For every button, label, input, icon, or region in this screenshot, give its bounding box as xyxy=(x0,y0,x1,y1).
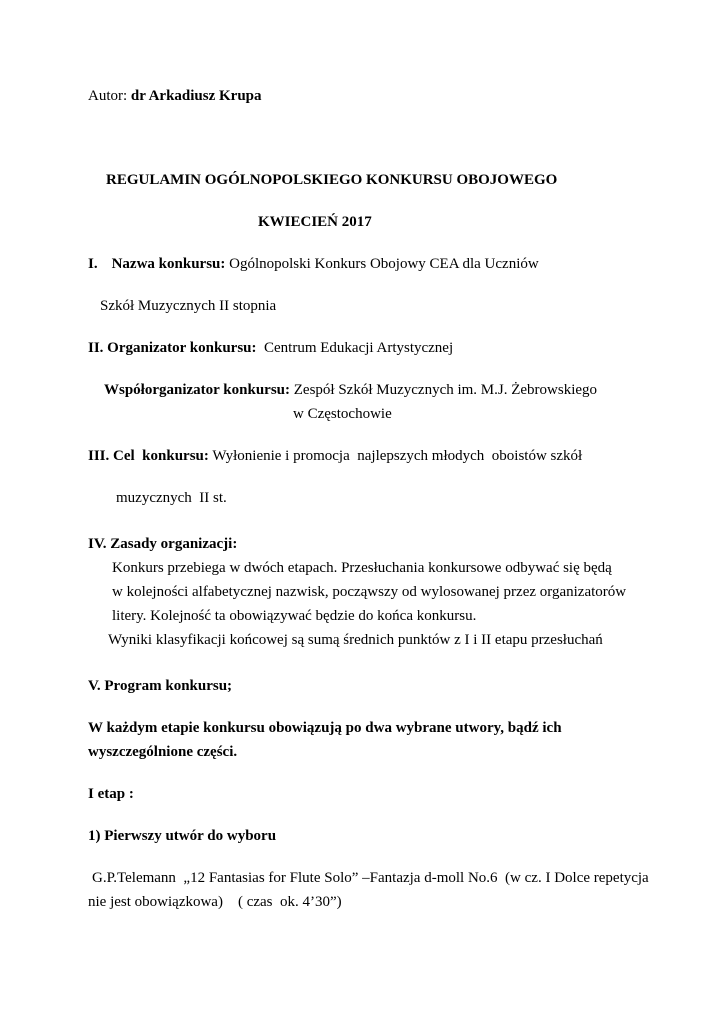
co-organizer-label: Współorganizator konkursu: xyxy=(104,382,291,398)
section-2-heading xyxy=(88,339,453,357)
stage-1-item-1-text: G.P.Telemann „12 Fantasias for Flute Solo” –Fantazja d-moll No.6 (w cz. I Dolce repetycja xyxy=(92,870,649,886)
section-1-text-cont: Szkół Muzycznych II stopnia xyxy=(100,298,277,314)
section-4-line: Konkurs przebiega w dwóch etapach. Przesłuchania konkursowe odbywać się będą xyxy=(112,560,612,576)
document-date: KWIECIEŃ 2017 xyxy=(258,214,372,230)
section-4-line: litery. Kolejność ta obowiązywać będzie do końca konkursu. xyxy=(112,608,477,624)
section-3-text-cont: muzycznych II st. xyxy=(116,490,227,506)
section-1-label: Nazwa konkursu: xyxy=(111,256,226,272)
co-organizer-text: Zespół Szkół Muzycznych im. M.J. Żebrowskiego xyxy=(290,382,598,398)
section-4-heading: IV. Zasady organizacji: xyxy=(88,536,238,552)
section-3-text: Wyłonienie i promocja najlepszych młodych oboistów szkół xyxy=(208,448,583,464)
section-2-text: Centrum Edukacji Artystycznej xyxy=(256,340,454,356)
author-label: Autor: xyxy=(88,88,131,104)
section-3-label: III. Cel konkursu: xyxy=(88,448,209,464)
section-1-heading xyxy=(88,255,539,273)
stage-1-heading: I etap : xyxy=(88,786,134,802)
section-3-heading xyxy=(88,447,582,465)
document-title: REGULAMIN OGÓLNOPOLSKIEGO KONKURSU OBOJOWEGO xyxy=(106,172,558,188)
stage-1-item-1-heading: 1) Pierwszy utwór do wyboru xyxy=(88,828,277,844)
author-line xyxy=(88,87,262,105)
section-5-heading: V. Program konkursu; xyxy=(88,678,233,694)
co-organizer-city: w Częstochowie xyxy=(293,406,392,422)
stage-1-item-1-text: nie jest obowiązkowa) ( czas ok. 4’30”) xyxy=(88,894,342,910)
section-1-numeral: I. xyxy=(88,256,98,272)
program-rule-line: W każdym etapie konkursu obowiązują po dwa wybrane utwory, bądź ich xyxy=(88,720,562,736)
section-1-text: Ogólnopolski Konkurs Obojowy CEA dla Uczniów xyxy=(225,256,539,272)
program-rule-line: wyszczególnione części. xyxy=(88,744,238,760)
author-name: dr Arkadiusz Krupa xyxy=(130,88,262,104)
co-organizer-line xyxy=(104,381,597,399)
section-2-label: II. Organizator konkursu: xyxy=(88,340,257,356)
section-4-line: Wyniki klasyfikacji końcowej są sumą średnich punktów z I i II etapu przesłuchań xyxy=(108,632,603,648)
section-4-line: w kolejności alfabetycznej nazwisk, począwszy od wylosowanej przez organizatorów xyxy=(112,584,627,600)
